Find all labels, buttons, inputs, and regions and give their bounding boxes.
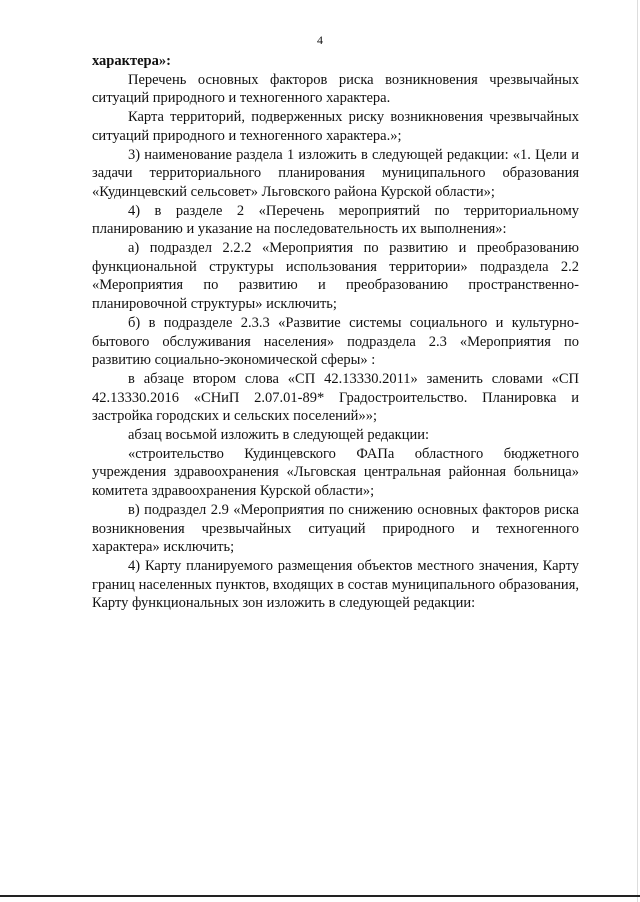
document-body bbox=[92, 52, 579, 613]
paragraph-maps: 4) Карту планируемого размещения объектов местного значения, Карту границ населенных пунктов, входящих в состав муниципального образования, Карту функциональных зон изложить в следующей редакции: bbox=[92, 557, 579, 612]
paragraph-risk-factors-list: Перечень основных факторов риска возникновения чрезвычайных ситуаций природного и техногенного характера. bbox=[92, 71, 579, 107]
paragraph-construction-fap: «строительство Кудинцевского ФАПа областного бюджетного учреждения здравоохранения «Льговская центральная районная больница» комитета здравоохранения Курской области»; bbox=[92, 445, 579, 500]
scan-side-edge bbox=[637, 0, 638, 902]
paragraph-risk-map: Карта территорий, подверженных риску возникновения чрезвычайных ситуаций природного и техногенного характера.»; bbox=[92, 109, 579, 144]
paragraph-subsection-2-3-3: б) в подразделе 2.3.3 «Развитие системы социального и культурно-бытового обслуживания населения» подраздела 2.3 «Мероприятия по развитию социально-экономической сферы» : bbox=[92, 314, 579, 369]
paragraph-eighth-abstract-intro: абзац восьмой изложить в следующей редакции: bbox=[128, 427, 430, 444]
paragraph-second-abstract: в абзаце втором слова «СП 42.13330.2011» заменить словами «СП 42.13330.2016 «СНиП 2.07.01-89* Градостроительство. Планировка и застройка городских и сельских поселений»»; bbox=[92, 370, 579, 425]
paragraph-heading-continuation: характера»: bbox=[92, 53, 171, 69]
paragraph-subsection-2-2-2: а) подраздел 2.2.2 «Мероприятия по развитию и преобразованию функциональной структуры использования территории» подраздела 2.2 «Мероприятия по развитию и преобразованию пространственно-планировочной структуры» исключить; bbox=[92, 240, 579, 313]
paragraph-section-2: 4) в разделе 2 «Перечень мероприятий по территориальному планированию и указание на последовательность их выполнения»: bbox=[92, 202, 579, 238]
paragraph-section-1-title: 3) наименование раздела 1 изложить в следующей редакции: «1. Цели и задачи территориального планирования муниципального образования «Кудинцевский сельсовет» Льговского района Курской области»; bbox=[92, 146, 579, 200]
paragraph-subsection-2-9: в) подраздел 2.9 «Мероприятия по снижению основных факторов риска возникновения чрезвычайных ситуаций природного и техногенного характера» исключить; bbox=[92, 501, 579, 556]
scan-bottom-edge bbox=[0, 895, 640, 897]
page-number: 4 bbox=[317, 33, 323, 47]
